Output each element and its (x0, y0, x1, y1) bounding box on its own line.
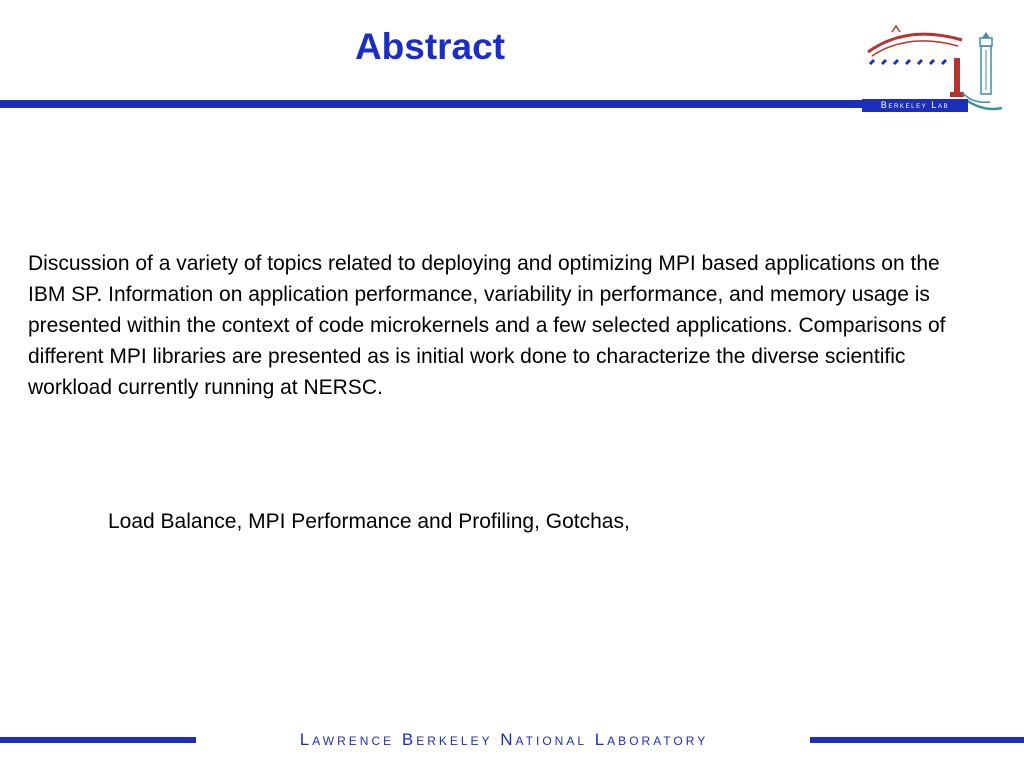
page-title: Abstract (354, 26, 506, 67)
abstract-text: Discussion of a variety of topics related to deploying and optimizing MPI based applications on the IBM SP. Information on application performance, variability in performance, and memory usage is presented within the context of code microkernels and a few selected applications. Comparisons of different MPI libraries are presented as is initial work done to characterize the diverse scientific workload currently running at NERSC. (28, 252, 946, 399)
logo-wordmark: Berkeley Lab (862, 99, 968, 112)
keywords-text: Load Balance, MPI Performance and Profiling, Gotchas, (108, 510, 630, 533)
header-divider (0, 100, 862, 108)
footer-institution: Lawrence Berkeley National Laboratory (299, 730, 709, 749)
footer-divider-right (810, 737, 1024, 743)
footer-divider-left (0, 737, 196, 743)
